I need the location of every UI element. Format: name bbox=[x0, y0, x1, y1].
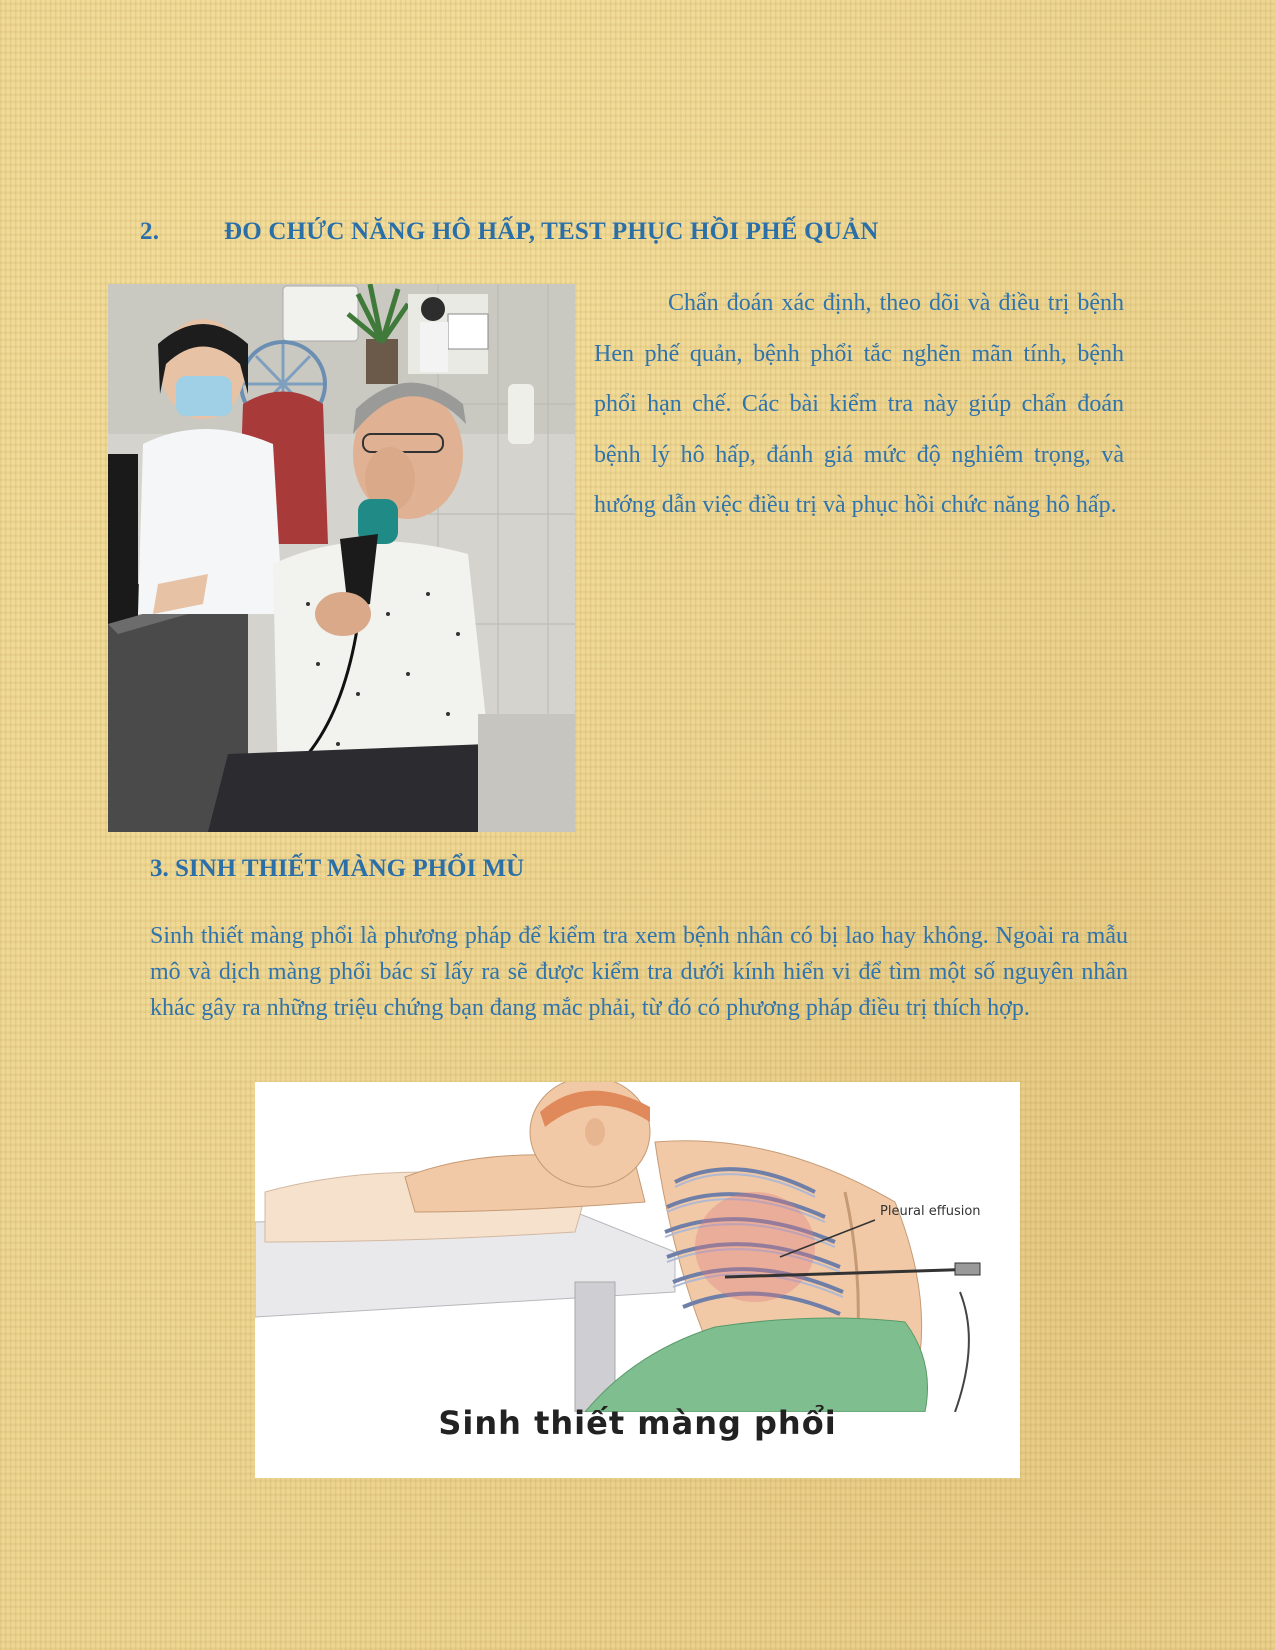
spirometry-photo bbox=[108, 284, 575, 832]
section-3-heading: 3. SINH THIẾT MÀNG PHỔI MÙ bbox=[150, 855, 525, 882]
section-2-paragraph: Chẩn đoán xác định, theo dõi và điều trị bệnh Hen phế quản, bệnh phổi tắc nghẽn mãn tính, bệnh phổi hạn chế. Các bài kiểm tra này giúp chẩn đoán bệnh lý hô hấp, đánh giá mức độ nghiêm trọng, và hướng dẫn việc điều trị và phục hồi chức năng hô hấp. bbox=[594, 290, 1124, 518]
section-2-title: ĐO CHỨC NĂNG HÔ HẤP, TEST PHỤC HỒI PHẾ QUẢN bbox=[224, 218, 879, 245]
illustration-caption: Sinh thiết màng phổi bbox=[438, 1404, 837, 1442]
pleural-effusion-label: Pleural effusion bbox=[880, 1204, 981, 1219]
pleural-biopsy-illustration bbox=[255, 1082, 1020, 1478]
section-2-number: 2. bbox=[140, 218, 160, 245]
section-3-paragraph: Sinh thiết màng phổi là phương pháp để kiểm tra xem bệnh nhân có bị lao hay không. Ngoài ra mẫu mô và dịch màng phổi bác sĩ lấy ra sẽ được kiểm tra dưới kính hiển vi để tìm một số nguyên nhân khác gây ra những triệu chứng bạn đang mắc phải, từ đó có phương pháp điều trị thích hợp. bbox=[150, 923, 1128, 1021]
section-2-heading bbox=[140, 218, 879, 246]
